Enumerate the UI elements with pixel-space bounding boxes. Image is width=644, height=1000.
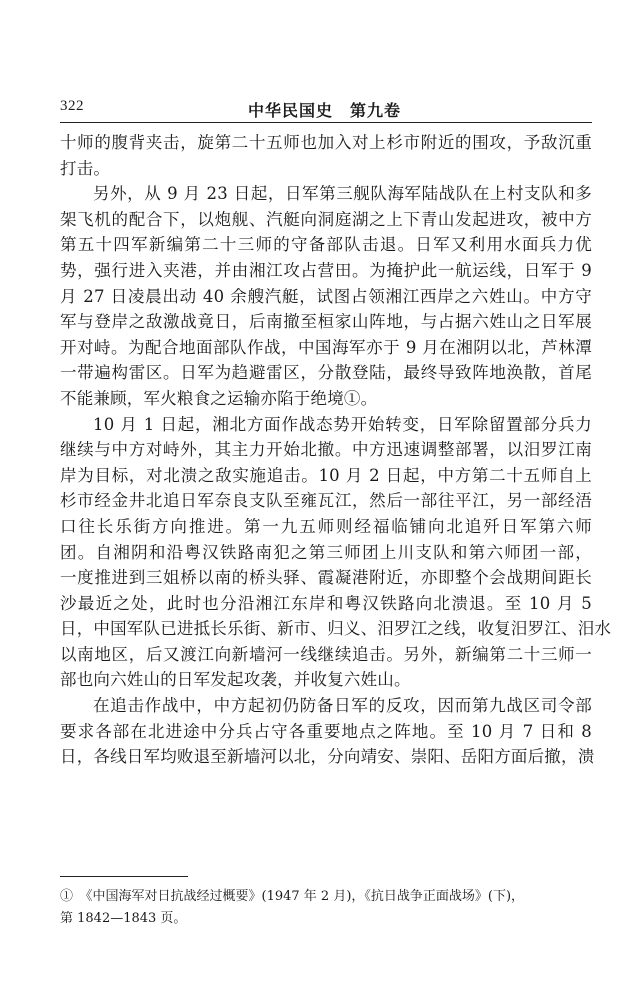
text-line: 以南地区，后又渡江向新墙河一线继续追击。另外，新编第二十三师一: [60, 644, 592, 664]
text-line: 月 27 日凌晨出动 40 余艘汽艇，试图占领湘江西岸之六姓山。中方守: [60, 286, 592, 306]
text-line: 另外，从 9 月 23 日起，日军第三舰队海军陆战队在上村支队和多: [93, 184, 592, 204]
text-line: 要求各部在北进途中分兵占守各重要地点之阵地。至 10 月 7 日和 8: [60, 721, 592, 741]
text-line: 不能兼顾，军火粮食之运输亦陷于绝境①。: [60, 388, 378, 408]
text-line: 势，强行进入夹港，并由湘江攻占营田。为掩护此一航运线，日军于 9: [60, 260, 592, 280]
text-line: 继续与中方对峙外，其主力开始北撤。中方迅速调整部署，以汨罗江南: [60, 440, 592, 460]
text-line: 部也向六姓山的日军发起攻袭，并收复六姓山。: [60, 670, 411, 690]
text-line: 日，各线日军均败退至新墙河以北，分向靖安、崇阳、岳阳方面后撤，溃: [60, 747, 595, 767]
text-line: 沙最近之处，此时也分沿湘江东岸和粤汉铁路向北溃退。至 10 月 5: [60, 593, 592, 613]
page-header: [60, 98, 592, 120]
text-line: 10 月 1 日起，湘北方面作战态势开始转变，日军除留置部分兵力: [93, 414, 592, 434]
text-line: 口往长乐街方向推进。第一九五师则经福临铺向北追歼日军第六师: [60, 516, 592, 536]
text-line: 团。自湘阴和沿粤汉铁路南犯之第三师团上川支队和第六师团一部，: [60, 542, 592, 562]
text-line: 打击。: [60, 158, 111, 178]
footnote-line: ① 《中国海军对日抗战经过概要》(1947 年 2 月)，《抗日战争正面战场》(下)，: [60, 889, 525, 904]
text-line: 十师的腹背夹击，旋第二十五师也加入对上杉市附近的围攻，予敌沉重: [60, 133, 592, 152]
text-line: 军与登岸之敌激战竟日，后南撤至桓家山阵地，与占据六姓山之日军展: [60, 312, 592, 332]
text-line: 杉市经金井北追日军奈良支队至雍瓦江，然后一部往平江，另一部经浯: [60, 491, 592, 511]
text-line: 架飞机的配合下，以炮舰、汽艇向洞庭湖之上下青山发起进攻，被中方: [60, 209, 592, 229]
footnote-line: 第 1842—1843 页。: [60, 911, 187, 926]
body-text: [60, 130, 612, 770]
page-number: 322: [60, 98, 84, 114]
paragraph: [60, 130, 592, 181]
text-line: 日，中国军队已进抵长乐街、新市、归义、汨罗江之线，收复汨罗江、汨水: [60, 619, 612, 639]
paragraph: [60, 181, 592, 411]
text-line: 在追击作战中，中方起初仍防备日军的反攻，因而第九战区司令部: [93, 696, 592, 716]
text-line: 第五十四军新编第二十三师的守备部队击退。日军又利用水面兵力优: [60, 235, 592, 255]
text-line: 岸为目标，对北溃之敌实施追击。10 月 2 日起，中方第二十五师自上: [60, 465, 592, 485]
footnotes: [60, 886, 592, 930]
footnote-rule: [60, 876, 188, 877]
header-rule: [60, 122, 592, 123]
running-title: 中华民国史 第九卷: [248, 101, 402, 120]
paragraph: [60, 412, 612, 694]
text-line: 一带遍构雷区。日军为趋避雷区，分散登陆，最终导致阵地涣散，首尾: [60, 363, 592, 383]
paragraph: [60, 693, 595, 770]
text-line: 一度推进到三姐桥以南的桥头驿、霞凝港附近，亦即整个会战期间距长: [60, 568, 592, 588]
text-line: 开对峙。为配合地面部队作战，中国海军亦于 9 月在湘阴以北，芦林潭: [60, 337, 592, 357]
